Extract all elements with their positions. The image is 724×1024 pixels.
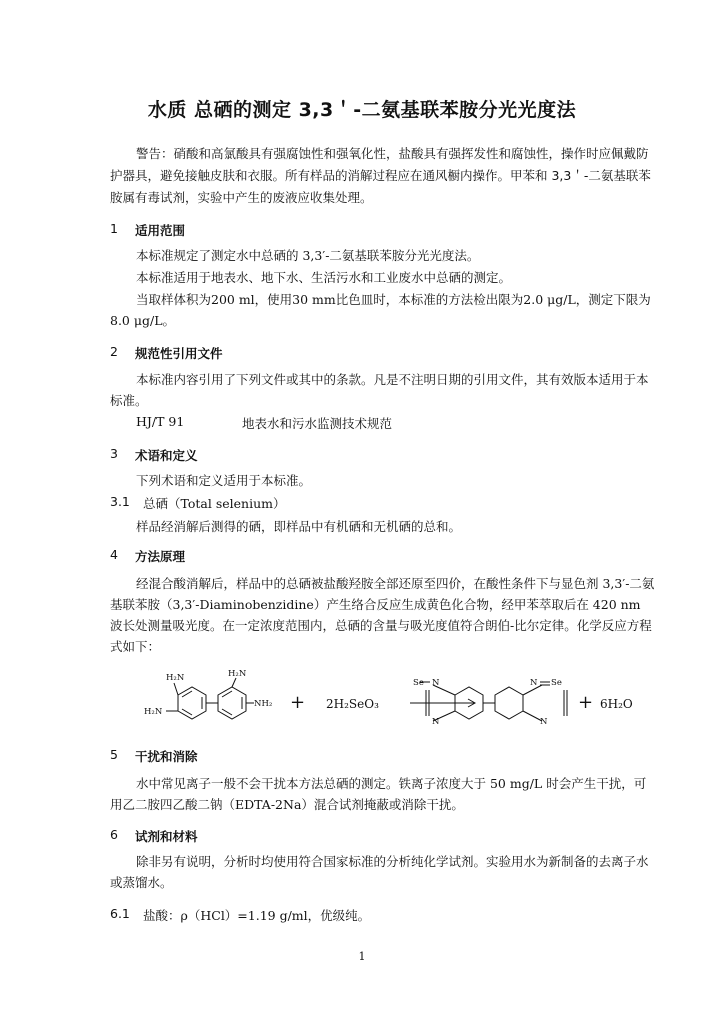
section-4-heading: [110, 547, 185, 565]
section-number: 6: [110, 827, 118, 842]
reference-title: 地表水和污水监测技术规范: [242, 416, 393, 431]
section-1-paragraph-3: 当取样体积为200 ml，使用30 mm比色皿时，本标准的方法检出限为2.0 μg/L，测定下限为8.0 μg/L。: [110, 292, 651, 328]
nitrogen-label: N: [432, 717, 440, 727]
section-number: 2: [110, 344, 118, 359]
subsection-3-1-heading: [110, 494, 286, 512]
selenium-label: Se: [551, 678, 562, 688]
section-title: 方法原理: [135, 549, 186, 564]
section-number: 4: [110, 547, 118, 562]
subsection-title: 总硒（Total selenium）: [143, 496, 286, 511]
subsection-3-1-paragraph: 样品经消解后测得的硒，即样品中有机硒和无机硒的总和。: [136, 519, 462, 534]
warning-paragraph: 警告：硝酸和高氯酸具有强腐蚀性和强氧化性，盐酸具有强挥发性和腐蚀性，操作时应佩戴防护器具，避免接触皮肤和衣服。所有样品的消解过程应在通风橱内操作。甲苯和 3,3＇-二氨基联苯胺属有毒试剂，实验中产生的废液应收集处理。: [110, 146, 651, 205]
amine-label: H₂N: [166, 673, 185, 683]
page-title: 水质 总硒的测定 3,3＇-二氨基联苯胺分光光度法: [147, 99, 577, 121]
section-title: 规范性引用文件: [135, 346, 223, 361]
subsection-text: 盐酸：ρ（HCl）=1.19 g/ml，优级纯。: [143, 908, 371, 923]
section-title: 干扰和消除: [135, 749, 198, 764]
amine-label: H₂N: [228, 669, 247, 679]
section-3-heading: [110, 446, 198, 464]
amine-label: H₂N: [144, 707, 163, 717]
section-2-paragraph-1: 本标准内容引用了下列文件或其中的条款。凡是不注明日期的引用文件，其有效版本适用于本标准。: [110, 372, 649, 408]
nitrogen-label: N: [540, 717, 548, 727]
chemical-reaction-equation: [130, 668, 650, 743]
nitrogen-label: N: [530, 678, 538, 688]
selenium-label: Se: [413, 678, 424, 688]
reagent-label: 2H₂SeO₃: [326, 697, 379, 711]
section-number: 3: [110, 446, 118, 461]
section-2-heading: [110, 344, 223, 362]
section-1-heading: [110, 221, 185, 239]
section-title: 术语和定义: [135, 448, 198, 463]
section-5-paragraph-1: 水中常见离子一般不会干扰本方法总硒的测定。铁离子浓度大于 50 mg/L 时会产生干扰，可用乙二胺四乙酸二钠（EDTA-2Na）混合试剂掩蔽或消除干扰。: [110, 776, 647, 812]
product-ring-2: [495, 687, 523, 719]
section-5-heading: [110, 747, 198, 765]
normative-reference: [136, 414, 392, 432]
section-number: 1: [110, 221, 118, 236]
nitrogen-label: N: [432, 678, 440, 688]
section-6-paragraph-1: 除非另有说明，分析时均使用符合国家标准的分析纯化学试剂。实验用水为新制备的去离子水或蒸馏水。: [110, 854, 649, 890]
section-3-paragraph-1: 下列术语和定义适用于本标准。: [136, 473, 312, 488]
reference-code: HJ/T 91: [136, 414, 185, 429]
section-6-heading: [110, 827, 198, 845]
subsection-number: 6.1: [110, 906, 130, 921]
section-number: 5: [110, 747, 118, 762]
section-title: 试剂和材料: [135, 829, 198, 844]
section-1-paragraph-2: 本标准适用于地表水、地下水、生活污水和工业废水中总硒的测定。: [136, 270, 512, 285]
section-4-paragraph-1: 经混合酸消解后，样品中的总硒被盐酸羟胺全部还原至四价，在酸性条件下与显色剂 3,3′-二氨基联苯胺（3,3′-Diaminobenzidine）产生络合反应生成黄色化合物，经甲苯萃取后在 420 nm 波长处测量吸光度。在一定浓度范围内，总硒的含量与吸光度值符合朗伯-比尔定律。化学反应方程式如下：: [110, 576, 655, 654]
section-title: 适用范围: [135, 223, 186, 238]
page-number: 1: [358, 950, 366, 963]
subsection-number: 3.1: [110, 494, 130, 509]
plus-sign: +: [578, 692, 594, 713]
amine-label: NH₂: [254, 699, 273, 709]
water-product-label: 6H₂O: [600, 697, 633, 711]
subsection-6-1: [110, 906, 370, 924]
plus-sign: +: [290, 692, 306, 713]
section-1-paragraph-1: 本标准规定了测定水中总硒的 3,3′-二氨基联苯胺分光光度法。: [136, 248, 480, 263]
